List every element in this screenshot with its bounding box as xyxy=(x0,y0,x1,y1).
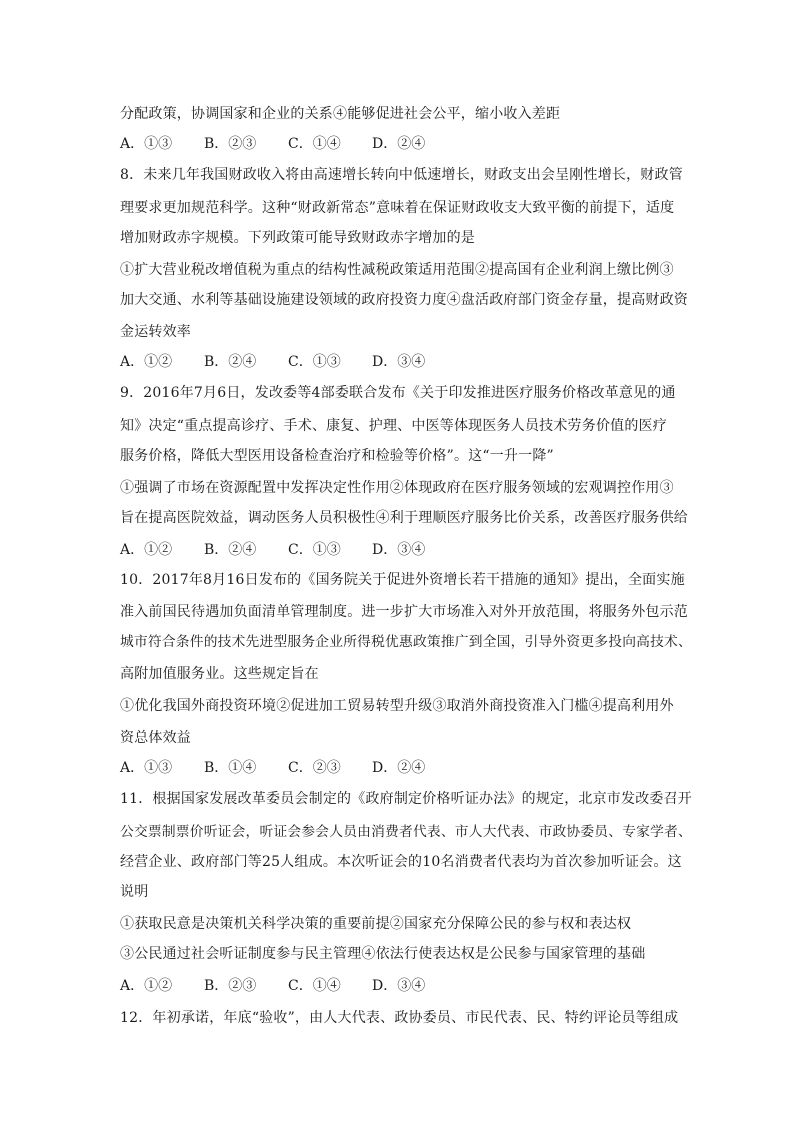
option-c: C．①③ xyxy=(288,542,341,558)
option-b: B．②④ xyxy=(204,542,257,558)
text-line: 说明 xyxy=(120,884,149,900)
option-a: A．①③ xyxy=(120,136,173,152)
text-line: 城市符合条件的技术先进型服务企业所得税优惠政策推广到全国，引导外资更多投向高技术、 xyxy=(120,634,692,650)
text-line: ①强调了市场在资源配置中发挥决定性作用②体现政府在医疗服务领域的宏观调控作用③ xyxy=(120,480,674,496)
answer-options xyxy=(120,352,456,372)
option-d: D．②④ xyxy=(372,136,426,152)
option-a: A．①② xyxy=(120,542,173,558)
option-c: C．①④ xyxy=(288,978,341,994)
option-d: D．③④ xyxy=(372,542,426,558)
text-line: 资总体效益 xyxy=(120,730,191,746)
option-b: B．②③ xyxy=(204,136,257,152)
text-line: 准入前国民待遇加负面清单管理制度。进一步扩大市场准入对外开放范围，将服务外包示范 xyxy=(120,604,688,620)
text-line: ①扩大营业税改增值税为重点的结构性减税政策适用范围②提高国有企业利润上缴比例③ xyxy=(120,262,674,278)
text-line: 分配政策，协调国家和企业的关系④能够促进社会公平，缩小收入差距 xyxy=(120,106,561,122)
option-a: A．①② xyxy=(120,354,173,370)
option-d: D．②④ xyxy=(372,760,426,776)
option-d: D．③④ xyxy=(372,978,426,994)
text-line: 公交票制票价听证会，听证会参会人员由消费者代表、市人大代表、市政协委员、专家学者、 xyxy=(120,824,692,840)
question-line: 8．未来几年我国财政收入将由高速增长转向中低速增长，财政支出会呈刚性增长，财政管 xyxy=(120,167,683,183)
question-line: 11．根据国家发展改革委员会制定的《政府制定价格听证办法》的规定，北京市发改委召开 xyxy=(120,791,693,807)
question-line: 9．2016年7月6日，发改委等4部委联合发布《关于印发推进医疗服务价格改革意见的通 xyxy=(120,385,676,401)
text-line: 理要求更加规范科学。这种“财政新常态”意味着在保证财政收支大致平衡的前提下，适度 xyxy=(120,200,675,216)
option-c: C．①③ xyxy=(288,354,341,370)
text-line: 经营企业、政府部门等25人组成。本次听证会的10名消费者代表均为首次参加听证会。这 xyxy=(120,854,682,870)
text-line: 增加财政赤字规模。下列政策可能导致财政赤字增加的是 xyxy=(120,230,475,246)
option-a: A．①③ xyxy=(120,760,173,776)
answer-options xyxy=(120,134,456,154)
text-line: 服务价格，降低大型医用设备检查治疗和检验等价格”。这“一升一降” xyxy=(120,448,554,464)
option-b: B．①④ xyxy=(204,760,257,776)
text-line: 金运转效率 xyxy=(120,324,191,340)
answer-options xyxy=(120,976,456,996)
text-line: ①获取民意是决策机关科学决策的重要前提②国家充分保障公民的参与权和表达权 xyxy=(120,916,632,932)
option-d: D．③④ xyxy=(372,354,426,370)
text-line: 加大交通、水利等基础设施建设领域的政府投资力度④盘活政府部门资金存量，提高财政资 xyxy=(120,292,688,308)
text-line: 高附加值服务业。这些规定旨在 xyxy=(120,666,319,682)
option-b: B．②④ xyxy=(204,354,257,370)
question-line: 12．年初承诺，年底“验收”，由人大代表、政协委员、市民代表、民、特约评论员等组成 xyxy=(120,1010,679,1026)
option-a: A．①② xyxy=(120,978,173,994)
option-b: B．②③ xyxy=(204,978,257,994)
text-line: 知》决定“重点提高诊疗、手术、康复、护理、中医等体现医务人员技术劳务价值的医疗 xyxy=(120,418,667,434)
text-line: ①优化我国外商投资环境②促进加工贸易转型升级③取消外商投资准入门槛④提高利用外 xyxy=(120,698,674,714)
text-line: 旨在提高医院效益，调动医务人员积极性④利于理顺医疗服务比价关系，改善医疗服务供给 xyxy=(120,510,688,526)
question-line: 10．2017年8月16日发布的《国务院关于促进外资增长若干措施的通知》提出，全面实施 xyxy=(120,572,685,588)
option-c: C．①④ xyxy=(288,136,341,152)
option-c: C．②③ xyxy=(288,760,341,776)
text-line: ③公民通过社会听证制度参与民主管理④依法行使表达权是公民参与国家管理的基础 xyxy=(120,946,646,962)
answer-options xyxy=(120,758,456,778)
answer-options xyxy=(120,540,456,560)
